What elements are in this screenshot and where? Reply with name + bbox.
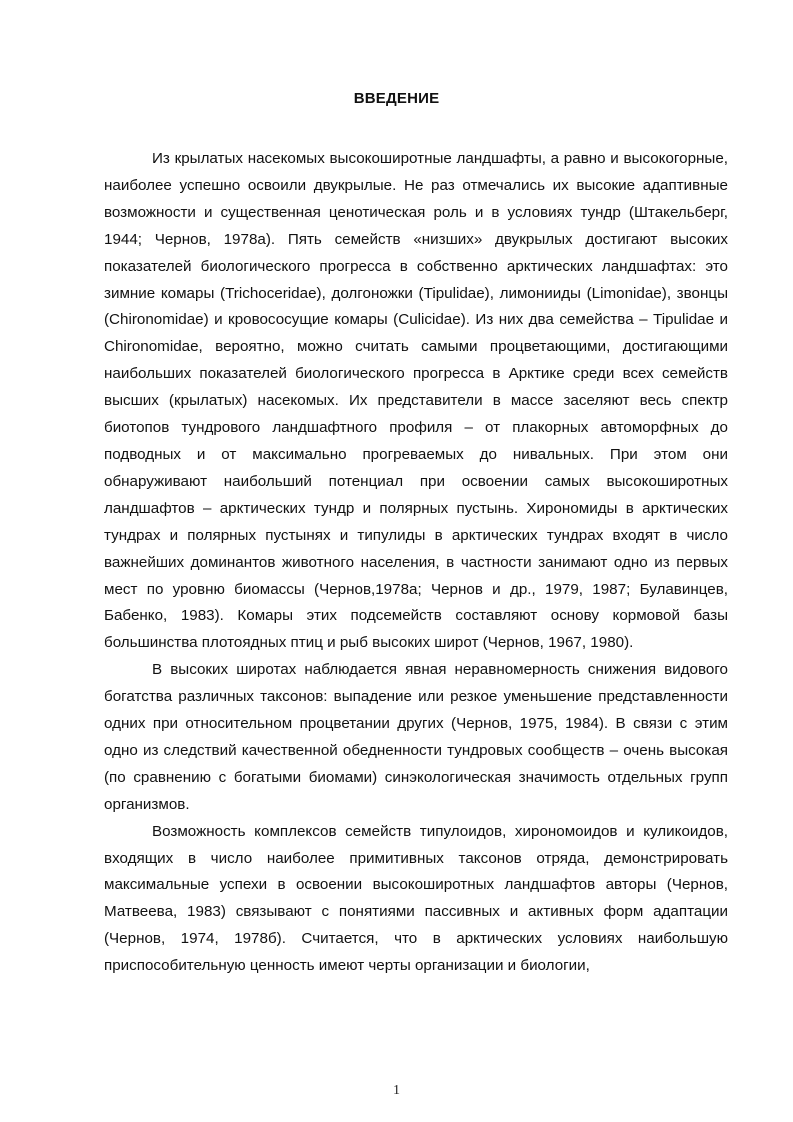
paragraph-2: В высоких широтах наблюдается явная неравномерность снижения видового богатства различных таксонов: выпадение или резкое уменьшение представленности одних при относительном процветании других (Чернов, 1975, 1984). В связи с этим одно из следствий качественной обедненности тундровых сообществ – очень высокая (по сравнению с богатыми биомами) синэкологическая значимость отдельных групп организмов.	[104, 661, 728, 813]
paragraph-1: Из крылатых насекомых высокоширотные ландшафты, а равно и высокогорные, наиболее успешно освоили двукрылые. Не раз отмечались их высокие адаптивные возможности и существенная ценотическая роль и в условиях тундр (Штакельберг, 1944; Чернов, 1978а). Пять семейств «низших» двукрылых достигают высоких показателей биологического прогресса в собственно арктических ландшафтах: это зимние комары (Trichoceridae), долгоножки (Tipulidae), лимонииды (Limonidae), звонцы (Chironomidae) и кровососущие комары (Culicidae). Из них два семейства – Tipulidae и Chironomidae, вероятно, можно считать самыми процветающими, достигающими наибольших показателей биологического прогресса в Арктике среди всех семейств высших (крылатых) насекомых. Их представители в массе заселяют весь спектр биотопов тундрового ландшафтного профиля – от плакорных автоморфных до подводных и от максимально прогреваемых до нивальных. При этом они обнаруживают наибольший потенциал при освоении самых высокоширотных ландшафтов – арктических тундр и полярных пустынь. Хирономиды в арктических тундрах и полярных пустынях и типулиды в арктических тундрах входят в число важнейших доминантов животного населения, в частности занимают одно из первых мест по уровню биомассы (Чернов,1978а; Чернов и др., 1979, 1987; Булавинцев, Бабенко, 1983). Комары этих подсемейств составляют основу кормовой базы большинства плотоядных птиц и рыб высоких широт (Чернов, 1967, 1980).	[104, 150, 728, 652]
paragraph-3: Возможность комплексов семейств типулоидов, хирономоидов и куликоидов, входящих в число наиболее примитивных таксонов отряда, демонстрировать максимальные успехи в освоении высокоширотных ландшафтов авторы (Чернов, Матвеева, 1983) связывают с понятиями пассивных и активных форм адаптации (Чернов, 1974, 1978б). Считается, что в арктических условиях наибольшую приспособительную ценность имеют черты организации и биологии,	[104, 822, 728, 975]
body-text	[104, 146, 728, 980]
page-title: ВВЕДЕНИЕ	[353, 90, 440, 107]
page-number: 1	[393, 1083, 400, 1098]
